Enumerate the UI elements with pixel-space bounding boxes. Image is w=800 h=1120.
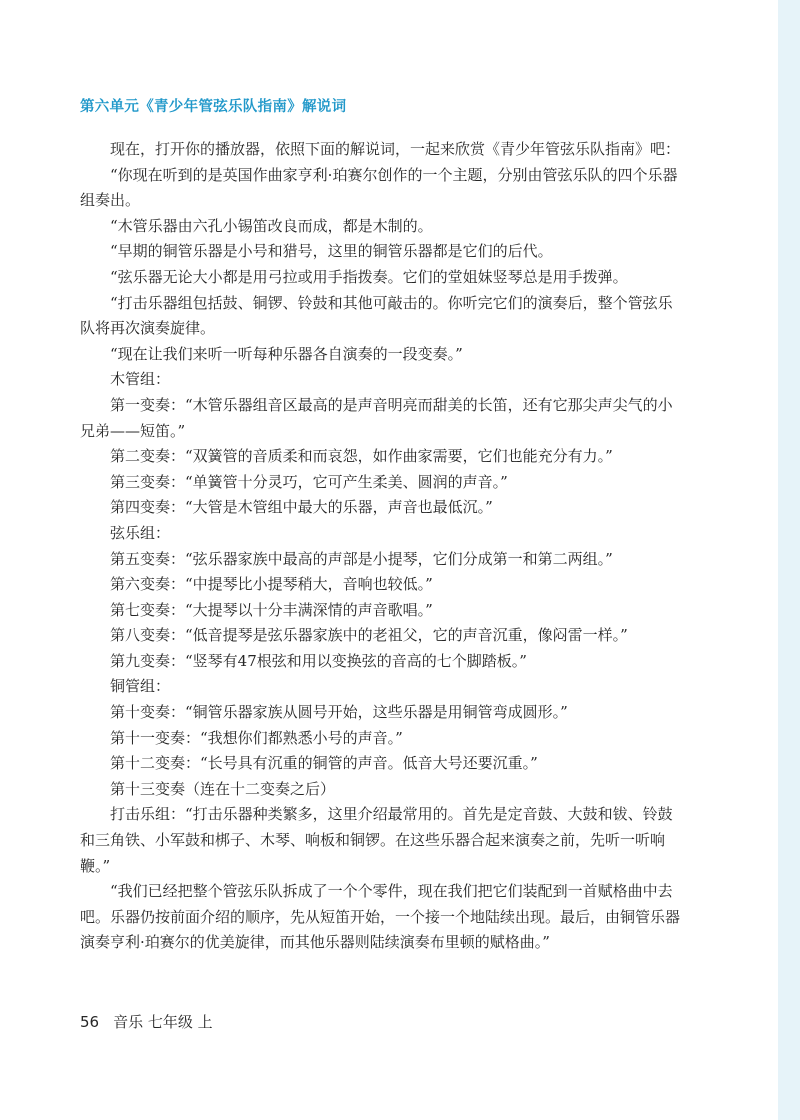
paragraph: “木管乐器由六孔小锡笛改良而成，都是木制的。 [110, 216, 433, 235]
page-number: 56 [80, 1013, 100, 1031]
paragraph: 第一变奏：“木管乐器组音区最高的是声音明亮而甜美的长笛，还有它那尖声尖气的小兄弟——短笛。” [80, 395, 673, 440]
paragraph: 第七变奏：“大提琴以十分丰满深情的声音歌唱。” [110, 600, 433, 619]
paragraph: “我们已经把整个管弦乐队拆成了一个个零件，现在我们把它们装配到一首赋格曲中去吧。乐器仍按前面介绍的顺序，先从短笛开始，一个接一个地陆续出现。最后，由铜管乐器演奏亨利·珀赛尔的优美旋律，而其他乐器则陆续演奏布里顿的赋格曲。” [80, 882, 681, 952]
body-text [80, 137, 684, 956]
section-heading: 铜管组： [110, 677, 171, 696]
paragraph: 第十一变奏：“我想你们都熟悉小号的声音。” [110, 728, 403, 747]
paragraph: 第十变奏：“铜管乐器家族从圆号开始，这些乐器是用铜管弯成圆形。” [110, 703, 568, 722]
page-title: 第六单元《青少年管弦乐队指南》解说词 [80, 99, 347, 115]
paragraph: 第五变奏：“弦乐器家族中最高的声部是小提琴，它们分成第一和第二两组。” [110, 549, 613, 568]
paragraph: “你现在听到的是英国作曲家亨利·珀赛尔创作的一个主题，分别由管弦乐队的四个乐器组奏出。 [80, 165, 678, 210]
paragraph: 打击乐组：“打击乐器种类繁多，这里介绍最常用的。首先是定音鼓、大鼓和钹、铃鼓和三角铁、小军鼓和梆子、木琴、响板和铜锣。在这些乐器合起来演奏之前，先听一听响鞭。” [80, 805, 673, 875]
book-title: 音乐 七年级 上 [113, 1013, 213, 1031]
paragraph: 第二变奏：“双簧管的音质柔和而哀怨，如作曲家需要，它们也能充分有力。” [110, 447, 613, 466]
paragraph: 第十二变奏：“长号具有沉重的铜管的声音。低音大号还要沉重。” [110, 754, 538, 773]
section-heading: 木管组： [110, 370, 171, 389]
page-edge-strip [778, 0, 800, 1120]
paragraph: 第八变奏：“低音提琴是弦乐器家族中的老祖父，它的声音沉重，像闷雷一样。” [110, 626, 628, 645]
paragraph: 现在，打开你的播放器，依照下面的解说词，一起来欣赏《青少年管弦乐队指南》吧： [110, 140, 681, 158]
section-heading: 弦乐组： [110, 523, 171, 542]
paragraph: “打击乐器组包括鼓、铜锣、铃鼓和其他可敲击的。你听完它们的演奏后，整个管弦乐队将再次演奏旋律。 [80, 293, 673, 338]
paragraph: 第十三变奏（连在十二变奏之后） [110, 779, 336, 798]
page-footer [80, 1011, 213, 1032]
paragraph: “早期的铜管乐器是小号和猎号，这里的铜管乐器都是它们的后代。 [110, 242, 553, 261]
paragraph: 第九变奏：“竖琴有47根弦和用以变换弦的音高的七个脚踏板。” [110, 651, 527, 670]
paragraph: 第六变奏：“中提琴比小提琴稍大，音响也较低。” [110, 575, 433, 594]
paragraph: “弦乐器无论大小都是用弓拉或用手指拨奏。它们的堂姐妹竖琴总是用手拨弹。 [110, 267, 628, 286]
paragraph: “现在让我们来听一听每种乐器各自演奏的一段变奏。” [110, 344, 463, 363]
paragraph: 第四变奏：“大管是木管组中最大的乐器，声音也最低沉。” [110, 498, 493, 517]
paragraph: 第三变奏：“单簧管十分灵巧，它可产生柔美、圆润的声音。” [110, 472, 508, 491]
